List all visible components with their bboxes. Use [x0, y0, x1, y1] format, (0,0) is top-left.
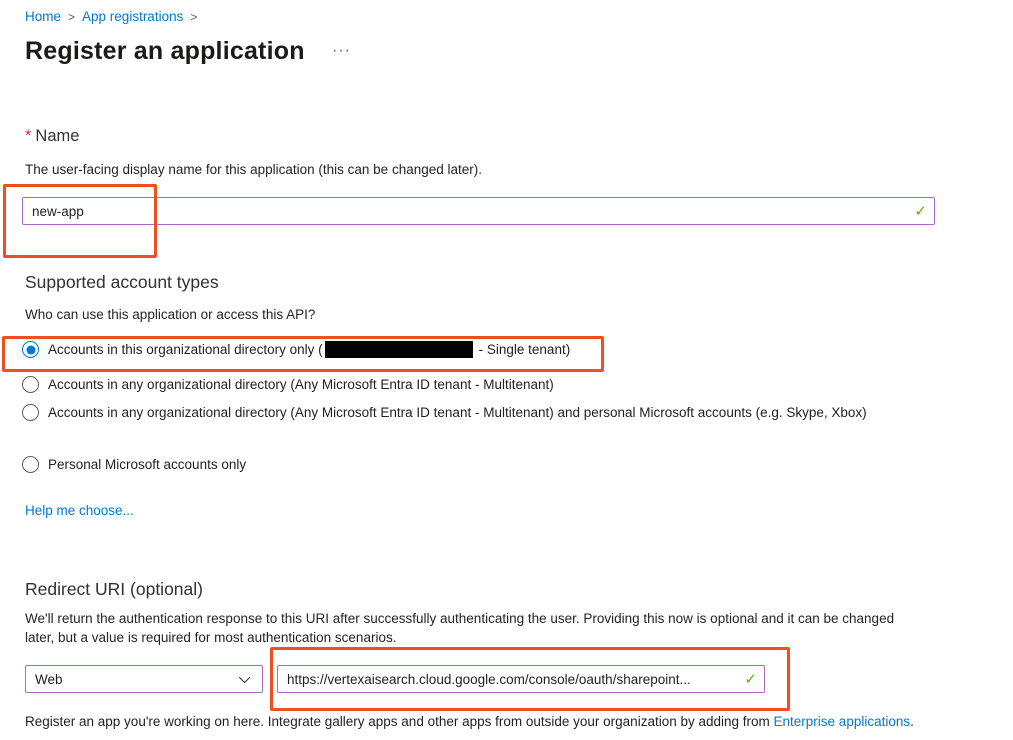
footer-note-text: Register an app you're working on here. Integrate gallery apps and other apps from outside your organization by adding from [25, 714, 774, 729]
radio-unselected-icon[interactable] [22, 376, 39, 393]
radio-unselected-icon[interactable] [22, 404, 39, 421]
platform-select-value: Web [35, 671, 63, 687]
radio-option-label: Accounts in any organizational directory (Any Microsoft Entra ID tenant - Multitenant) [48, 377, 554, 392]
platform-select[interactable] [25, 665, 263, 693]
name-label-text: Name [35, 127, 80, 145]
redirect-uri-input[interactable] [277, 665, 765, 693]
supported-account-types-heading: Supported account types [25, 272, 219, 292]
redirect-uri-input-container [277, 665, 765, 693]
radio-unselected-icon[interactable] [22, 456, 39, 473]
radio-option-personal-only[interactable] [22, 456, 246, 474]
radio-option-multitenant[interactable] [22, 376, 554, 394]
name-field-description: The user-facing display name for this application (this can be changed later). [25, 162, 482, 177]
name-input[interactable] [22, 197, 935, 225]
footer-note-period: . [910, 714, 914, 729]
radio-option-multitenant-personal[interactable] [22, 404, 867, 422]
footer-note [25, 714, 1010, 729]
breadcrumb [25, 9, 197, 24]
radio-option-label: Accounts in any organizational directory (Any Microsoft Entra ID tenant - Multitenant) and personal Microsoft accounts (e.g. Skype, Xbox) [48, 405, 867, 420]
radio-selected-icon[interactable] [22, 341, 39, 358]
radio-option-single-tenant[interactable] [22, 341, 570, 359]
page-title: Register an application [25, 37, 305, 65]
more-options-button[interactable]: ··· [332, 42, 351, 59]
valid-check-icon: ✓ [914, 203, 927, 220]
name-input-container [22, 197, 935, 225]
breadcrumb-separator-icon: > [68, 9, 76, 24]
radio-option-label: Accounts in this organizational directory only ( - Single tenant) [48, 342, 571, 357]
redirect-uri-description: We'll return the authentication response to this URI after successfully authenticating the user. Providing this now is optional and it can be changed later, but a value is required for most authentication scenarios. [25, 611, 895, 645]
help-me-choose-link[interactable]: Help me choose... [25, 503, 134, 518]
redirect-uri-heading: Redirect URI (optional) [25, 579, 203, 599]
breadcrumb-app-registrations-link[interactable]: App registrations [82, 9, 184, 24]
account-types-question: Who can use this application or access this API? [25, 307, 316, 322]
redacted-tenant-name [325, 341, 473, 358]
chevron-down-icon [239, 672, 250, 683]
enterprise-applications-link[interactable]: Enterprise applications [773, 714, 911, 729]
name-field-label [25, 127, 79, 146]
breadcrumb-home-link[interactable]: Home [25, 9, 62, 24]
breadcrumb-separator-icon: > [190, 9, 198, 24]
required-asterisk: * [25, 127, 32, 145]
valid-check-icon: ✓ [744, 671, 757, 688]
radio-option-label: Personal Microsoft accounts only [48, 457, 247, 472]
